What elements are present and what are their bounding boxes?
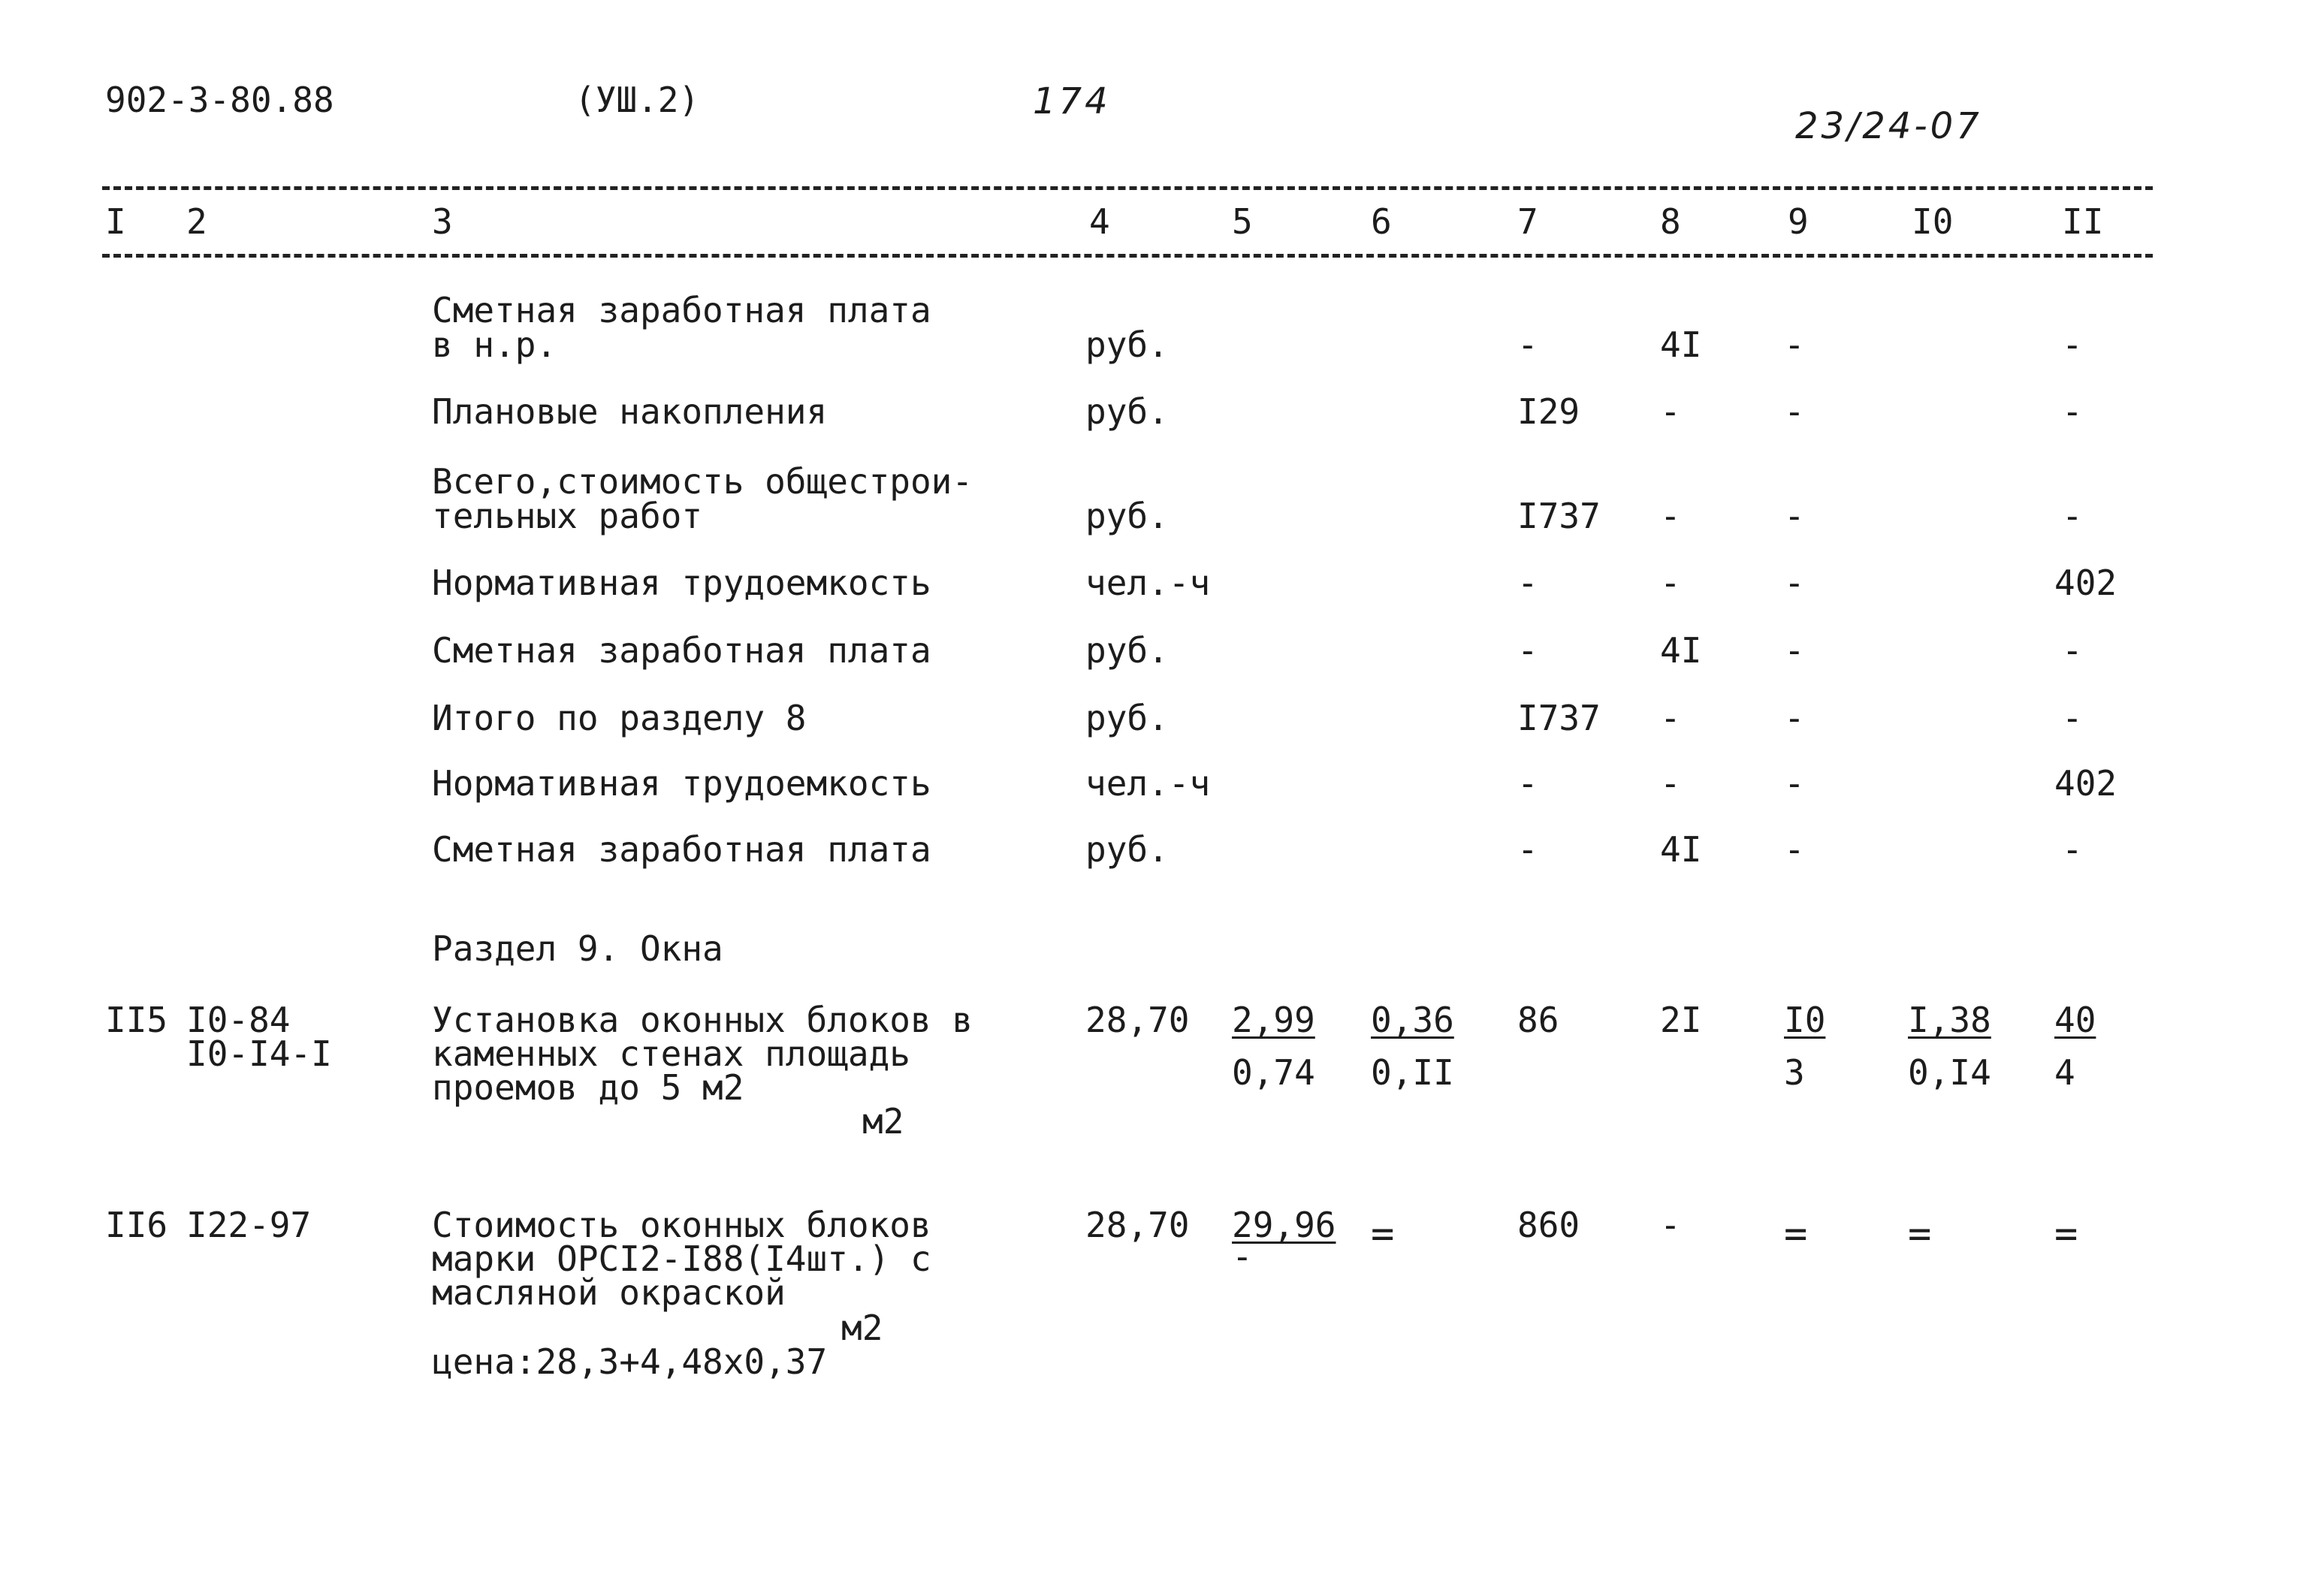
row-col9: -	[1784, 496, 1805, 536]
document-code: 902-3-80.88	[105, 80, 334, 120]
row-col11: -	[2062, 698, 2083, 738]
row-col8: -	[1660, 391, 1681, 432]
row-col9-top: I0	[1784, 1000, 1826, 1040]
row-col9: -	[1784, 698, 1805, 738]
row-col10-top: I,38	[1908, 1000, 1991, 1040]
row-col11: -	[2062, 391, 2083, 432]
handwritten-reference: 23/24-07	[1795, 105, 1982, 147]
row-name-line: проемов до 5 м2	[432, 1067, 744, 1108]
item-code: I0-I4-I	[186, 1033, 332, 1074]
section-reference: (УШ.2)	[575, 80, 700, 120]
row-col8: -	[1660, 563, 1681, 603]
row-unit: чел.-ч	[1085, 563, 1211, 603]
row-col7: -	[1517, 324, 1538, 365]
row-col9: -	[1784, 630, 1805, 671]
row-col8: -	[1660, 698, 1681, 738]
column-header-2: 2	[186, 201, 207, 242]
section-title: Раздел 9. Окна	[432, 928, 723, 969]
row-col8: -	[1660, 1205, 1681, 1245]
row-col8: -	[1660, 496, 1681, 536]
row-col7: I737	[1517, 698, 1601, 738]
row-name-line: в н.р.	[432, 324, 557, 365]
row-col11: -	[2062, 324, 2083, 365]
column-header-4: 4	[1089, 201, 1110, 242]
row-unit: м2	[841, 1308, 883, 1348]
row-col7: I29	[1517, 391, 1580, 432]
price-note: цена:28,3+4,48х0,37	[432, 1341, 828, 1382]
row-unit: м2	[862, 1101, 904, 1142]
row-col11: -	[2062, 829, 2083, 870]
row-name-line: каменных стенах площадь	[432, 1033, 910, 1074]
row-col8: -	[1660, 763, 1681, 804]
column-header-5: 5	[1232, 201, 1253, 242]
row-unit: руб.	[1085, 391, 1169, 432]
row-col4: 28,70	[1085, 1000, 1190, 1040]
row-name-line: Сметная заработная плата	[432, 290, 931, 330]
column-header-6: 6	[1371, 201, 1392, 242]
row-col8: 2I	[1660, 1000, 1702, 1040]
column-header-3: 3	[432, 201, 453, 242]
row-col9: -	[1784, 563, 1805, 603]
header-top-rule	[102, 186, 2153, 190]
row-name-line: тельных работ	[432, 496, 703, 536]
row-col11-bottom: 4	[2054, 1052, 2075, 1093]
row-col6-bottom: 0,II	[1371, 1052, 1454, 1093]
row-col11: 402	[2054, 763, 2117, 804]
row-col9: =	[1784, 1211, 1808, 1257]
row-name-line: Стоимость оконных блоков	[432, 1205, 931, 1245]
row-unit: руб.	[1085, 829, 1169, 870]
item-code: I22-97	[186, 1205, 312, 1245]
column-header-10: I0	[1912, 201, 1954, 242]
column-header-11: II	[2062, 201, 2104, 242]
row-col11: 402	[2054, 563, 2117, 603]
row-unit: чел.-ч	[1085, 763, 1211, 804]
row-col11: -	[2062, 630, 2083, 671]
row-col7: 860	[1517, 1205, 1580, 1245]
row-name-line: Нормативная трудоемкость	[432, 763, 931, 804]
item-number: II6	[105, 1205, 168, 1245]
row-name-line: Установка оконных блоков в	[432, 1000, 973, 1040]
row-col10-bottom: 0,I4	[1908, 1052, 1991, 1093]
row-name-line: Нормативная трудоемкость	[432, 563, 931, 603]
row-unit: руб.	[1085, 496, 1169, 536]
row-col10: =	[1908, 1211, 1932, 1257]
row-col7: -	[1517, 829, 1538, 870]
row-col8: 4I	[1660, 630, 1702, 671]
row-name-line: Плановые накопления	[432, 391, 828, 432]
row-col9-bottom: 3	[1784, 1052, 1805, 1093]
column-header-1: I	[105, 201, 126, 242]
row-col5-top: 2,99	[1232, 1000, 1315, 1040]
row-name-line: Итого по разделу 8	[432, 698, 807, 738]
row-col9: -	[1784, 391, 1805, 432]
row-unit: руб.	[1085, 630, 1169, 671]
row-name-line: Сметная заработная плата	[432, 630, 931, 671]
row-col9: -	[1784, 829, 1805, 870]
row-col5-top: 29,96	[1232, 1205, 1336, 1245]
row-name-line: марки ОРСI2-I88(I4шт.) с	[432, 1238, 931, 1279]
header-bottom-rule	[102, 254, 2153, 258]
row-col5-bottom: 0,74	[1232, 1052, 1315, 1093]
row-col5-bottom: -	[1232, 1236, 1253, 1277]
item-code: I0-84	[186, 1000, 291, 1040]
row-col11: =	[2054, 1211, 2078, 1257]
column-header-7: 7	[1517, 201, 1538, 242]
row-col7: I737	[1517, 496, 1601, 536]
row-unit: руб.	[1085, 698, 1169, 738]
row-col7: -	[1517, 630, 1538, 671]
page-number: 174	[1033, 80, 1111, 122]
row-name-line: масляной окраской	[432, 1272, 786, 1313]
row-col6: =	[1371, 1211, 1395, 1257]
row-col11-top: 40	[2054, 1000, 2096, 1040]
column-header-9: 9	[1788, 201, 1809, 242]
row-col11: -	[2062, 496, 2083, 536]
row-col4: 28,70	[1085, 1205, 1190, 1245]
row-col8: 4I	[1660, 829, 1702, 870]
row-name-line: Сметная заработная плата	[432, 829, 931, 870]
row-unit: руб.	[1085, 324, 1169, 365]
row-col9: -	[1784, 324, 1805, 365]
column-header-8: 8	[1660, 201, 1681, 242]
row-col6-top: 0,36	[1371, 1000, 1454, 1040]
row-col8: 4I	[1660, 324, 1702, 365]
row-name-line: Всего,стоимость общестрои-	[432, 461, 973, 502]
row-col7: 86	[1517, 1000, 1559, 1040]
row-col9: -	[1784, 763, 1805, 804]
row-col7: -	[1517, 763, 1538, 804]
row-col7: -	[1517, 563, 1538, 603]
item-number: II5	[105, 1000, 168, 1040]
